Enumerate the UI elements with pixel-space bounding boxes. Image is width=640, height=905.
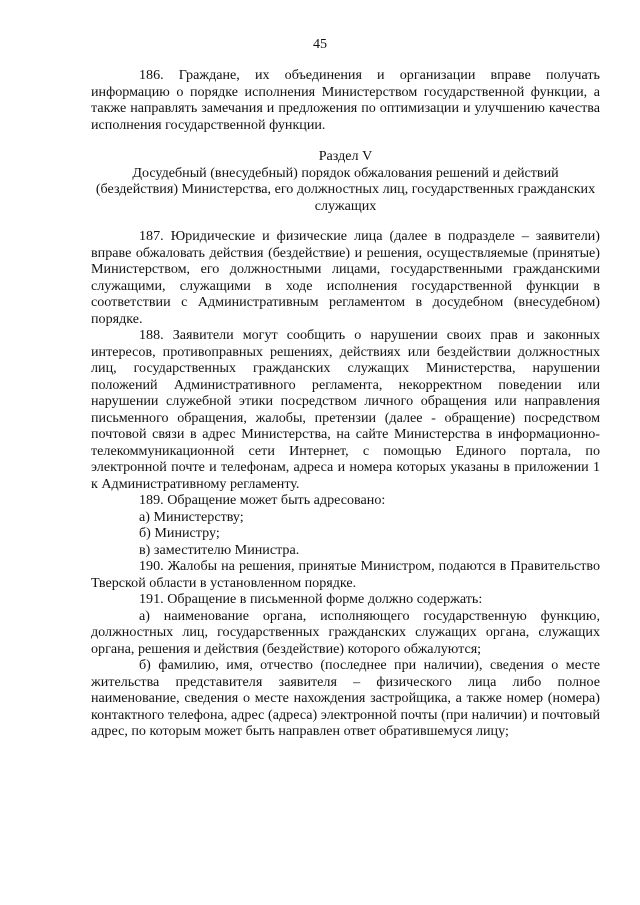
page-number: 45 xyxy=(312,36,328,52)
section-title: Досудебный (внесудебный) порядок обжалования решений и действий (бездействия) Министерства, его должностных лиц, государственных гражданских служащих xyxy=(95,164,596,214)
list-item-191-b: б) фамилию, имя, отчество (последнее при наличии), сведения о месте жительства представителя заявителя – физического лица либо полное наименование, сведения о месте нахождения застройщика, а также номер (номера) контактного телефона, адрес (адреса) электронной почты (при наличии) и почтовый адрес, по которым может быть направлен ответ обратившемуся лицу; xyxy=(91,657,600,739)
paragraph-187: 187. Юридические и физические лица (далее в подразделе – заявители) вправе обжаловать действия (бездействие) и решения, осуществляемые (принятые) Министерством, его должностными лицами, государственными гражданскими служащими, служащими в ходе исполнения государственной функции в соответствии с Административным регламентом в досудебном (внесудебном) порядке. xyxy=(91,228,600,327)
list-item-189-b: б) Министру; xyxy=(139,525,220,541)
document-body xyxy=(91,67,600,740)
list-item-189-c: в) заместителю Министра. xyxy=(139,541,300,558)
section-label: Раздел V xyxy=(318,148,373,164)
paragraph-186: 186. Граждане, их объединения и организации вправе получать информацию о порядке исполнения Министерством государственной функции, а также направлять замечания и предложения по оптимизации и улучшению качества исполнения государственной функции. xyxy=(91,67,600,133)
paragraph-189: 189. Обращение может быть адресовано: xyxy=(139,492,386,508)
paragraph-188: 188. Заявители могут сообщить о нарушении своих прав и законных интересов, противоправных решениях, действиях или бездействии должностных лиц, государственных гражданских служащих Министерства, нарушении положений Административного регламента, некорректном поведении или нарушении служебной этики посредством личного обращения или направления письменного обращения, жалобы, претензии (далее - обращение) посредством почтовой связи в адрес Министерства, на сайте Министерства в информационно-телекоммуникационной сети Интернет, с помощью Единого портала, по электронной почте и телефонам, адреса и номера которых указаны в приложении 1 к Административному регламенту. xyxy=(91,327,600,492)
list-item-189-a: а) Министерству; xyxy=(139,508,244,525)
list-item-191-a: а) наименование органа, исполняющего государственную функцию, должностных лиц, государственных гражданских служащих органа, служащих органа, решения и действия (бездействие) которого обжалуются; xyxy=(91,607,600,657)
paragraph-191: 191. Обращение в письменной форме должно содержать: xyxy=(139,591,483,607)
paragraph-190: 190. Жалобы на решения, принятые Министром, подаются в Правительство Тверской области в установленном порядке. xyxy=(91,558,600,591)
